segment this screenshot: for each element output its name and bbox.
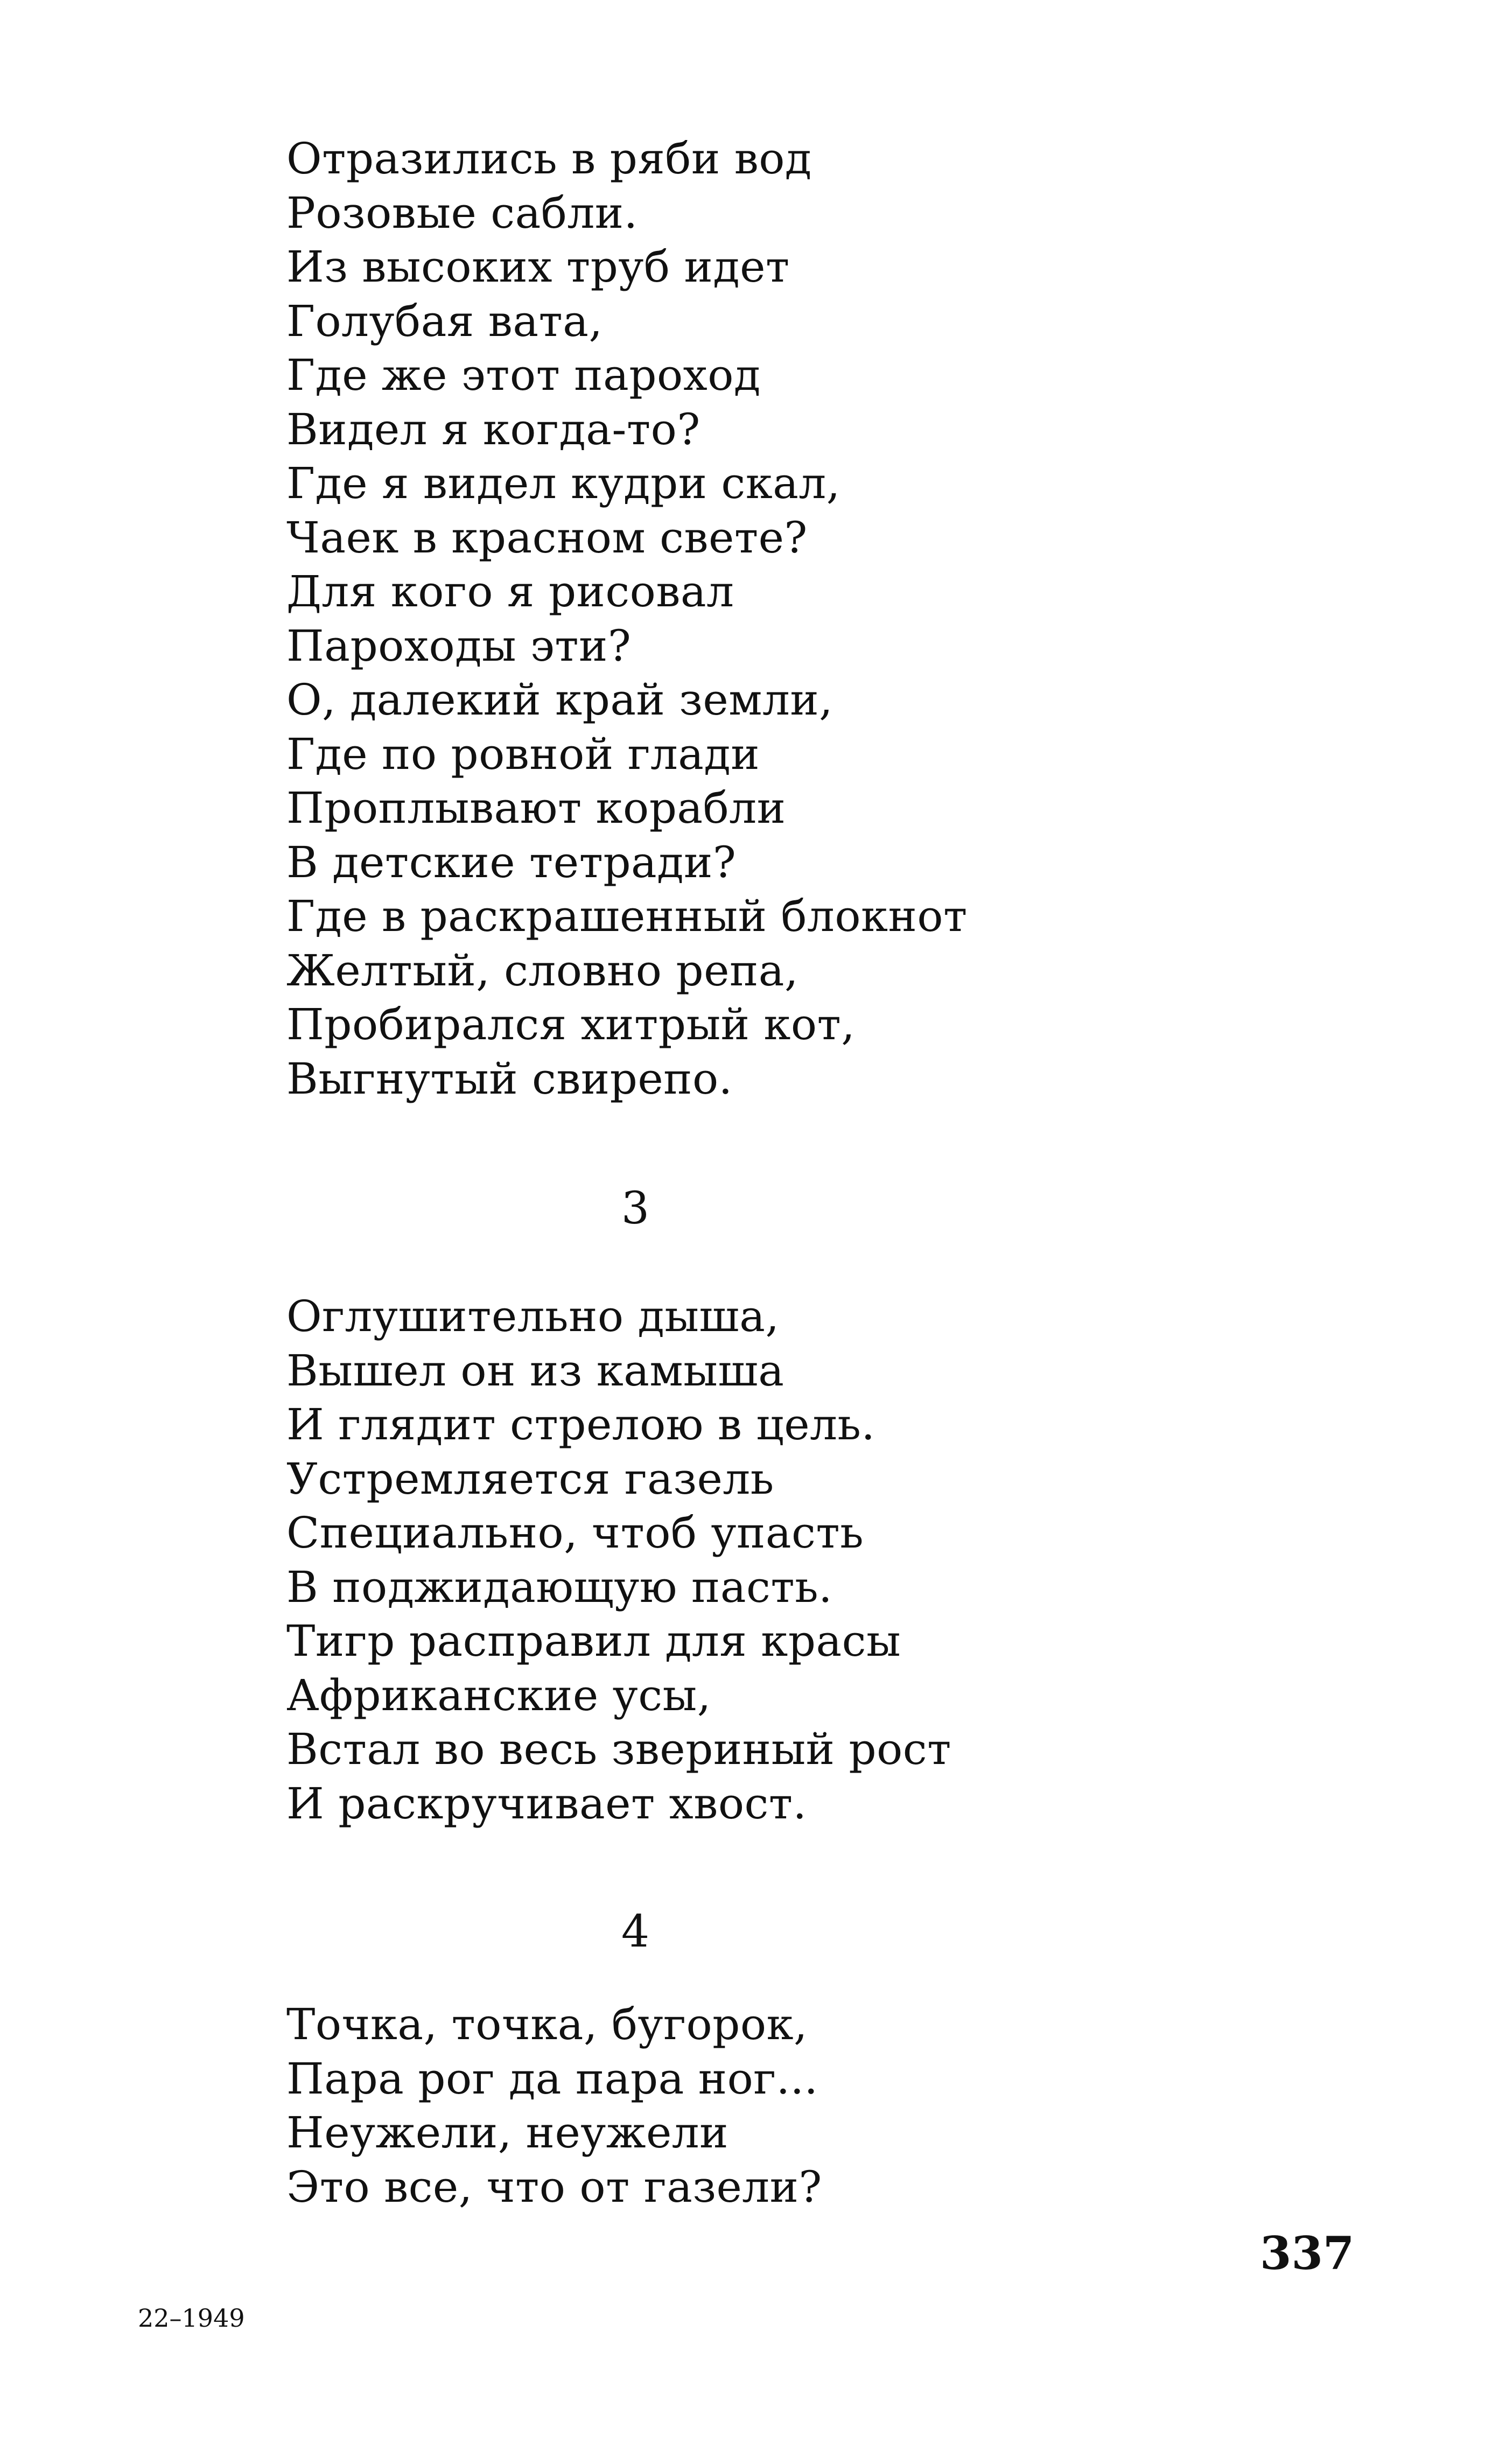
printer-signature-mark: 22–1949 <box>138 2304 245 2333</box>
poem-line: Проплывают корабли <box>286 783 786 833</box>
poem-line: Где в раскрашенный блокнот <box>286 891 968 941</box>
poem-line: Оглушительно дыша, <box>286 1291 780 1341</box>
poem-line: Где по ровной глади <box>286 729 760 779</box>
poem-line: И глядит стрелою в цель. <box>286 1399 875 1450</box>
poem-line: Чаек в красном свете? <box>286 512 808 563</box>
poem-line: Специально, чтоб упасть <box>286 1508 864 1558</box>
poem-line: Пароходы эти? <box>286 620 632 671</box>
poem-line: Где я видел кудри скал, <box>286 458 840 508</box>
section-number-4: 4 <box>621 1906 650 1957</box>
poem-line: В детские тетради? <box>286 837 737 887</box>
poem-line: Точка, точка, бугорок, <box>286 1999 808 2049</box>
poem-line: Отразились в ряби вод <box>286 134 812 184</box>
poem-stanza-1 <box>286 132 968 1106</box>
poem-line: Голубая вата, <box>286 296 603 346</box>
page-number: 337 <box>1260 2227 1355 2280</box>
poem-stanza-4 <box>286 1998 822 2214</box>
poem-line: Это все, что от газели? <box>286 2161 822 2212</box>
poem-line: Пробирался хитрый кот, <box>286 999 856 1049</box>
poem-line: И раскручивает хвост. <box>286 1778 807 1829</box>
poem-line: Желтый, словно репа, <box>286 945 798 996</box>
poem-line: Африканские усы, <box>286 1670 711 1720</box>
section-number-3: 3 <box>621 1183 650 1234</box>
poem-line: Неужели, неужели <box>286 2108 729 2158</box>
poem-line: Из высоких труб идет <box>286 242 790 292</box>
poem-line: Где же этот пароход <box>286 350 761 400</box>
poem-line: Выгнутый свирепо. <box>286 1053 733 1104</box>
poem-stanza-3 <box>286 1290 951 1831</box>
poem-line: Тигр расправил для красы <box>286 1616 901 1666</box>
poem-line: Видел я когда-то? <box>286 404 701 454</box>
poem-line: В поджидающую пасть. <box>286 1562 833 1612</box>
poem-line: О, далекий край земли, <box>286 675 833 725</box>
poem-line: Вышел он из камыша <box>286 1345 784 1396</box>
poem-line: Устремляется газель <box>286 1453 774 1504</box>
poem-line: Пара рог да пара ног... <box>286 2053 818 2104</box>
poem-line: Розовые сабли. <box>286 187 638 238</box>
poem-line: Встал во весь звериный рост <box>286 1724 951 1774</box>
poem-line: Для кого я рисовал <box>286 566 734 617</box>
